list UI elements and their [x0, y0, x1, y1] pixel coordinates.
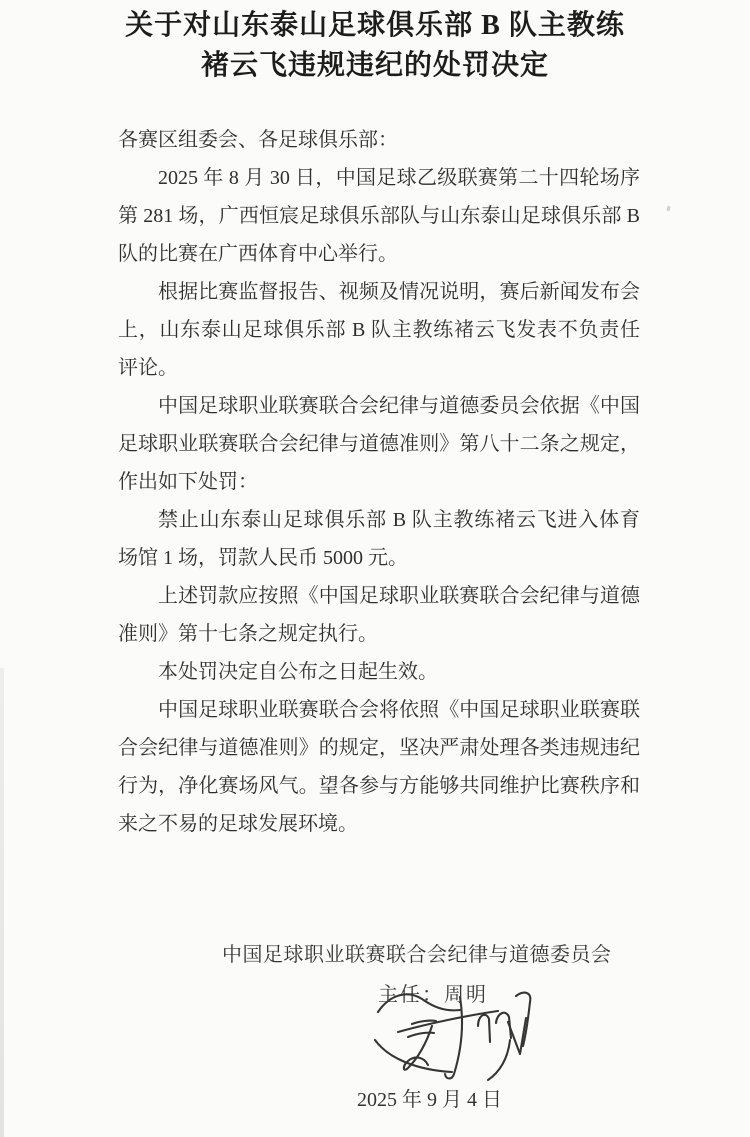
paragraph: 禁止山东泰山足球俱乐部 B 队主教练褚云飞进入体育场馆 1 场，罚款人民币 5000 元。 [118, 509, 640, 569]
salutation: 各赛区组委会、各足球俱乐部： [118, 129, 398, 151]
signature-organization: 中国足球职业联赛联合会纪律与道德委员会 [222, 944, 612, 966]
document-title-line1: 关于对山东泰山足球俱乐部 B 队主教练 [125, 10, 625, 41]
paragraph: 2025 年 8 月 30 日，中国足球乙级联赛第二十四轮场序第 281 场，广西恒宸足球俱乐部队与山东泰山足球俱乐部 B 队的比赛在广西体育中心举行。 [118, 167, 640, 265]
paragraph: 根据比赛监督报告、视频及情况说明，赛后新闻发布会上，山东泰山足球俱乐部 B 队主教练褚云飞发表不负责任评论。 [118, 281, 640, 379]
paragraph: 上述罚款应按照《中国足球职业联赛联合会纪律与道德准则》第十七条之规定执行。 [118, 585, 640, 645]
document-title [0, 0, 750, 86]
paragraph: 中国足球职业联赛联合会将依照《中国足球职业联赛联合会纪律与道德准则》的规定，坚决严肃处理各类违规违纪行为，净化赛场风气。望各参与方能够共同维护比赛秩序和来之不易的足球发展环境。 [118, 699, 640, 835]
scan-artifact-band [0, 668, 4, 1137]
document-body [118, 121, 640, 843]
handwritten-signature [370, 982, 545, 1094]
document-title-line2: 褚云飞违规违纪的处罚决定 [200, 50, 549, 81]
scan-artifact-speck [666, 206, 670, 212]
document-date: 2025 年 9 月 4 日 [357, 1089, 502, 1111]
paragraph: 中国足球职业联赛联合会纪律与道德委员会依据《中国足球职业联赛联合会纪律与道德准则》第八十二条之规定，作出如下处罚： [118, 395, 640, 493]
signer-title-and-name: 主任：周明 [378, 984, 488, 1006]
paragraph: 本处罚决定自公布之日起生效。 [158, 661, 438, 683]
